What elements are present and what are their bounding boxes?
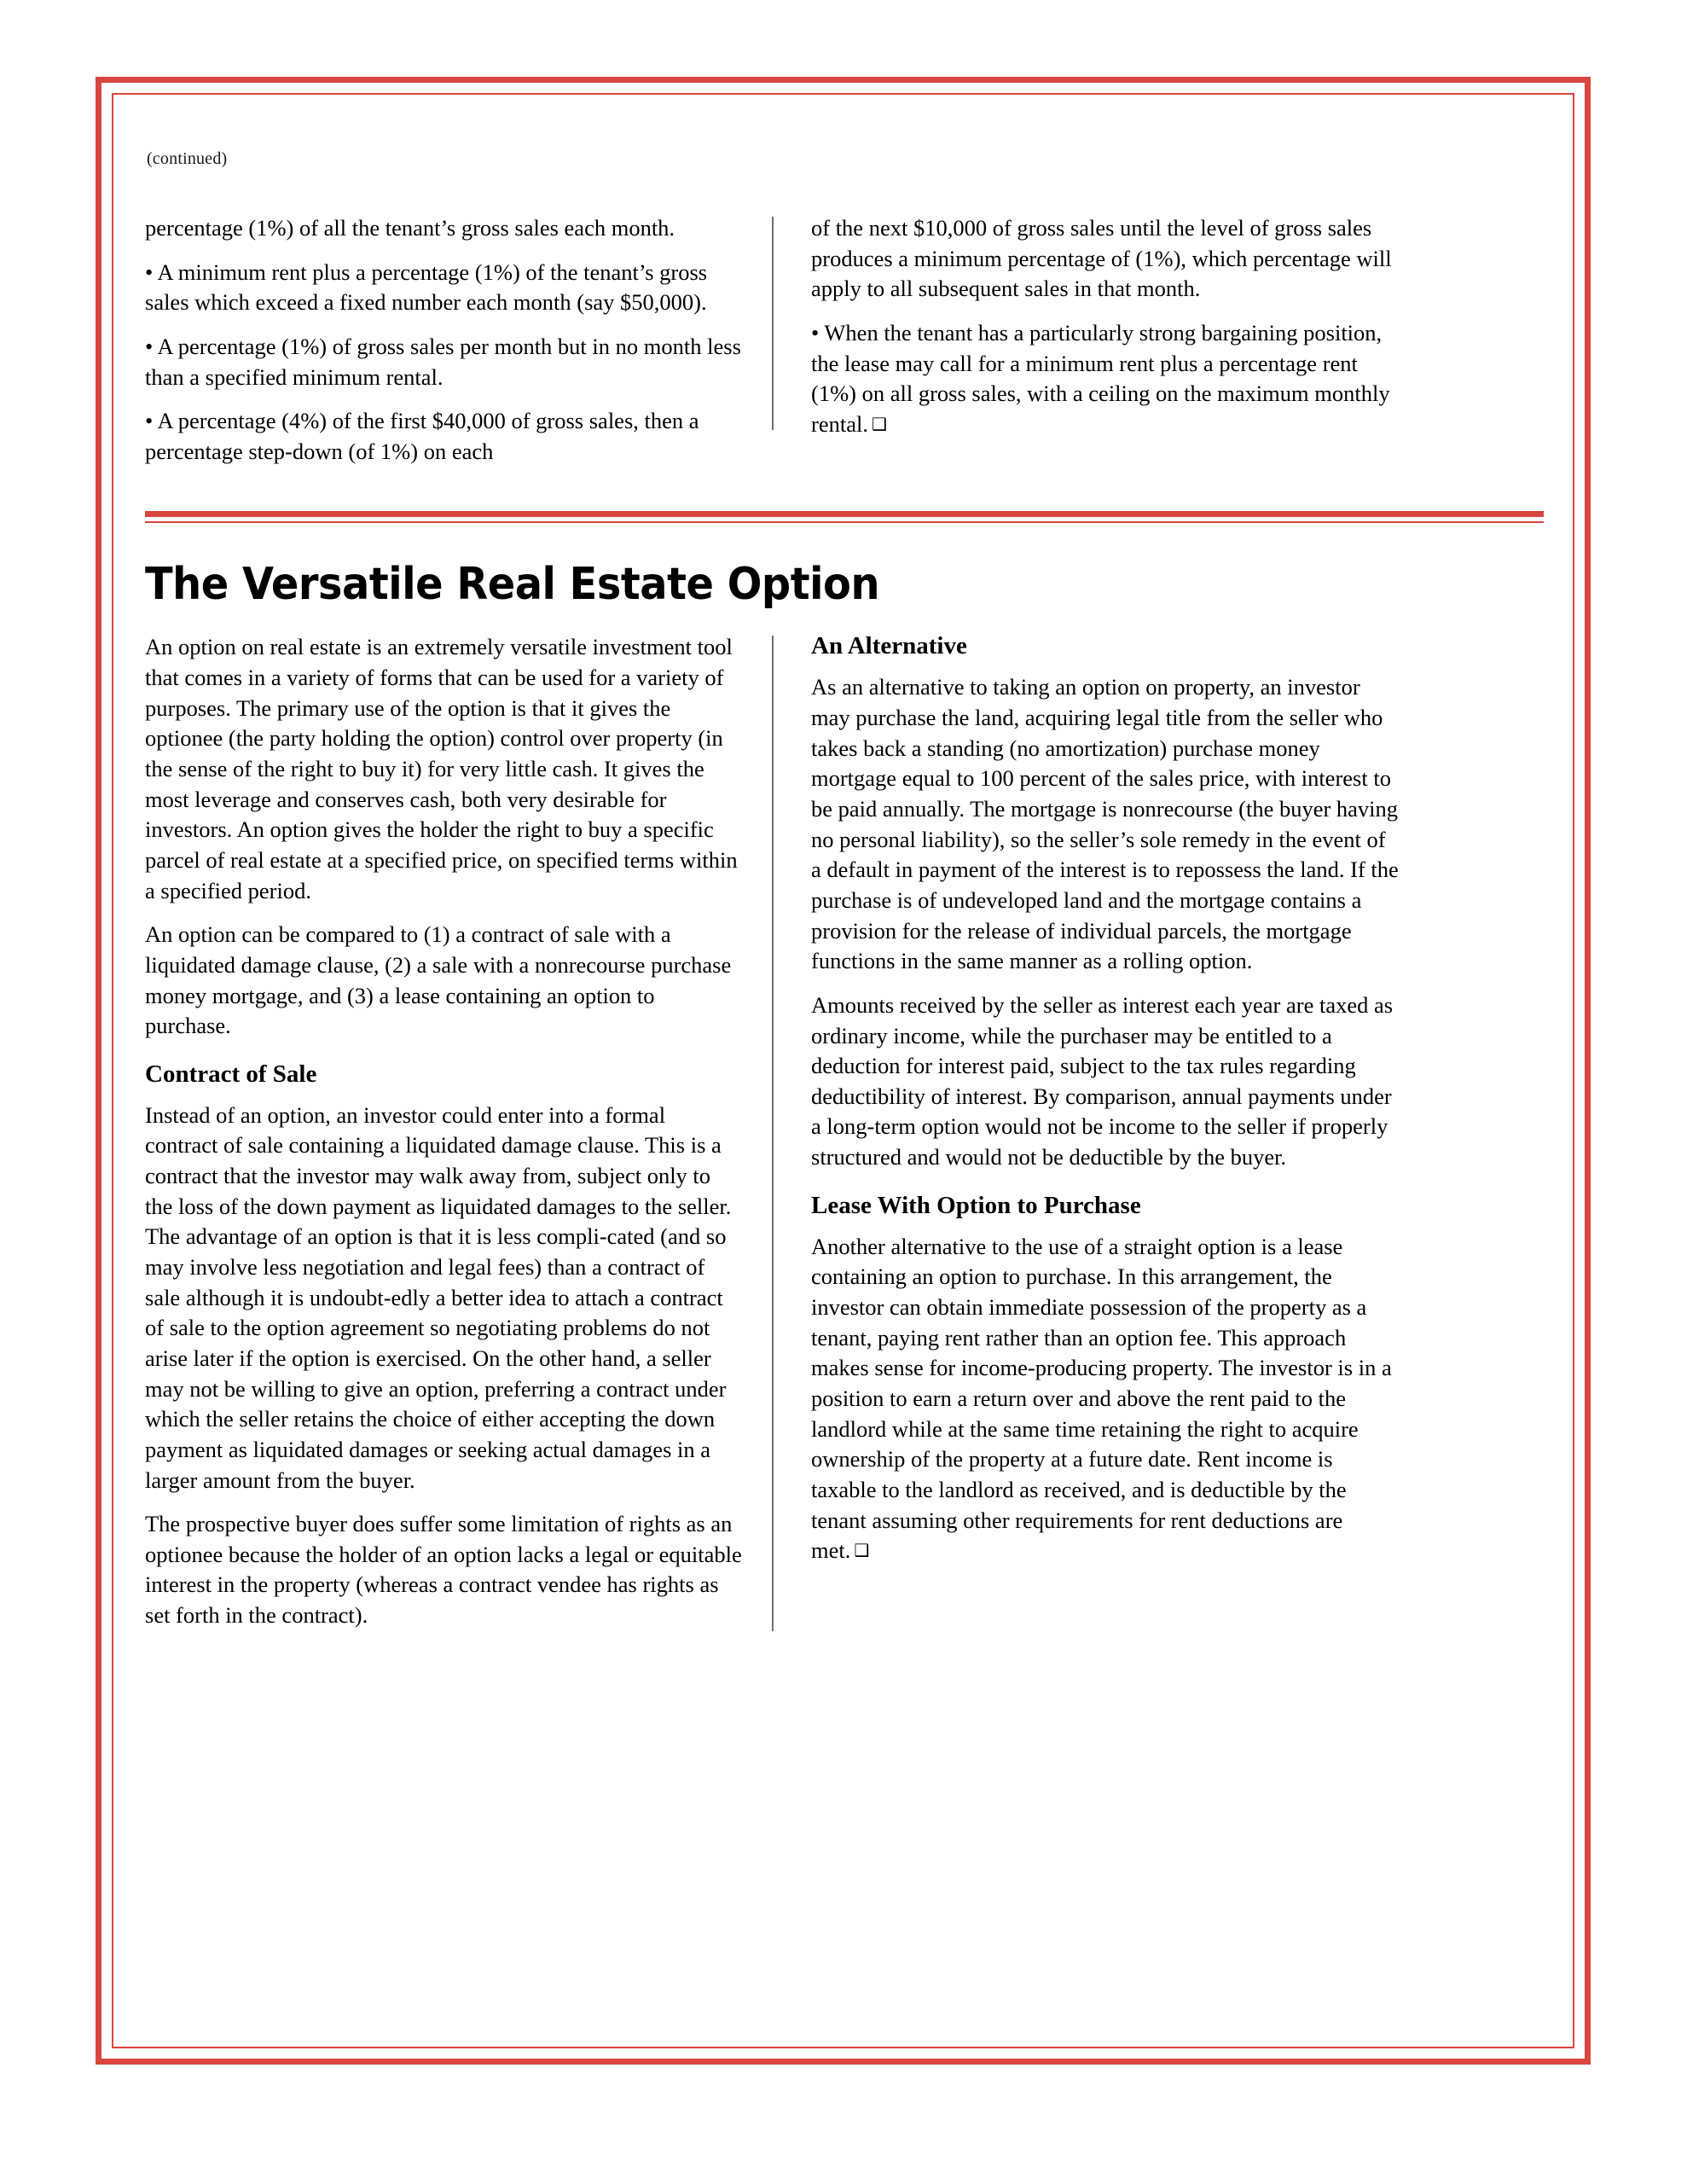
list-item — [811, 318, 1400, 440]
article-title: The Versatile Real Estate Option — [145, 559, 880, 611]
list-item: • A percentage (1%) of gross sales per month but in no month less than a specified minimum rental. — [145, 333, 741, 390]
paragraph: of the next $10,000 of gross sales until the level of gross sales produces a minimum percentage of (1%), which percentage will apply to all subsequent sales in that month. — [811, 215, 1392, 302]
subheading-lease-with-option-to-purchase: Lease With Option to Purchase — [811, 1191, 1141, 1219]
list-item-text: • When the tenant has a particularly strong bargaining position, the lease may call for a minimum rent plus a percentage rent (1%) on all gross sales, with a ceiling on the maximum monthly rental. — [811, 319, 1390, 437]
article-body — [145, 632, 1544, 1630]
paragraph: As an alternative to taking an option on property, an investor may purchase the land, acquiring legal title from the seller who takes back a standing (no amortization) purchase money mortgage equal to 100 percent of the sales price, with interest to be paid annually. The mortgage is nonrecourse (the buyer having no personal liability), so the seller’s sole remedy in the event of a default in payment of the interest is to repossess the land. If the purchase is of undeveloped land and the mortgage contains a provision for the release of individual parcels, the mortgage functions in the same manner as a rolling option. — [811, 674, 1399, 974]
list-item: • A percentage (4%) of the first $40,000 of gross sales, then a percentage step-down (of 1%) on each — [145, 408, 699, 464]
paragraph: An option can be compared to (1) a contract of sale with a liquidated damage clause, (2) a sale with a nonrecourse purchase money mortgage, and (3) a lease containing an option to purchase. — [145, 921, 732, 1039]
paragraph-text: Another alternative to the use of a straight option is a lease containing an option to purchase. In this arrangement, the investor can obtain immediate possession of the property as a tenant, paying rent rather than an option fee. This approach makes sense for income-producing property. The investor is in a position to earn a return over and above the rent paid to the landlord while at the same time retaining the right to acquire ownership of the property at a future date. Rent income is taxable to the landlord as received, and is deductible by the tenant assuming other requirements for rent deductions are met. — [811, 1233, 1392, 1564]
paragraph — [811, 1232, 1400, 1566]
article-left-column — [145, 632, 772, 1630]
subheading-an-alternative: An Alternative — [811, 632, 967, 660]
paragraph: The prospective buyer does suffer some limitation of rights as an optionee because the holder of an option lacks a legal or equitable interest in the property (whereas a contract vendee has rights as set forth in the contract). — [145, 1511, 742, 1629]
subheading-contract-of-sale: Contract of Sale — [145, 1060, 317, 1088]
paragraph: Amounts received by the seller as interest each year are taxed as ordinary income, while the purchaser may be entitled to a deduction for interest paid, subject to the tax rules regarding deductibility of interest. By comparison, annual payments under a long-term option would not be income to the seller if properly structured and would not be deductible by the buyer. — [811, 991, 1394, 1170]
paragraph: percentage (1%) of all the tenant’s gross sales each month. — [145, 215, 675, 241]
continued-left-column — [145, 213, 772, 480]
end-mark-icon: ❑ — [854, 1542, 870, 1561]
paragraph: An option on real estate is an extremely versatile investment tool that comes in a variety of forms that can be used for a variety of purposes. The primary use of the option is that it gives the optionee (the party holding the option) control over property (in the sense of the right to buy it) for very little cash. It gives the most leverage and conserves cash, both very desirable for investors. An option gives the holder the right to buy a specific parcel of real estate at a specified price, on specified terms within a specified period. — [145, 634, 738, 903]
article-right-column — [774, 632, 1400, 1565]
continued-section — [145, 213, 1544, 480]
continued-right-column — [774, 213, 1400, 453]
section-divider-thick — [145, 511, 1544, 517]
section-divider-thin — [145, 521, 1544, 523]
page-content — [145, 149, 1544, 1631]
list-item: • A minimum rent plus a percentage (1%) of the tenant’s gross sales which exceed a fixed number each month (say $50,000). — [145, 258, 708, 316]
paragraph: Instead of an option, an investor could enter into a formal contract of sale containing a liquidated damage clause. This is a contract that the investor may walk away from, subject only to the loss of the down payment as liquidated damages to the seller. The advantage of an option is that it is less compli-cated (and so may involve less negotiation and legal fees) than a contract of sale although it is undoubt-edly a better idea to attach a contract of sale to the option agreement so negotiating problems do not arise later if the option is exercised. On the other hand, a seller may not be willing to give an option, preferring a contract under which the seller retains the choice of either accepting the down payment as liquidated damages or seeking actual damages in a larger amount from the buyer. — [145, 1101, 732, 1493]
end-mark-icon: ❑ — [871, 415, 887, 434]
continued-label: (continued) — [147, 149, 228, 168]
